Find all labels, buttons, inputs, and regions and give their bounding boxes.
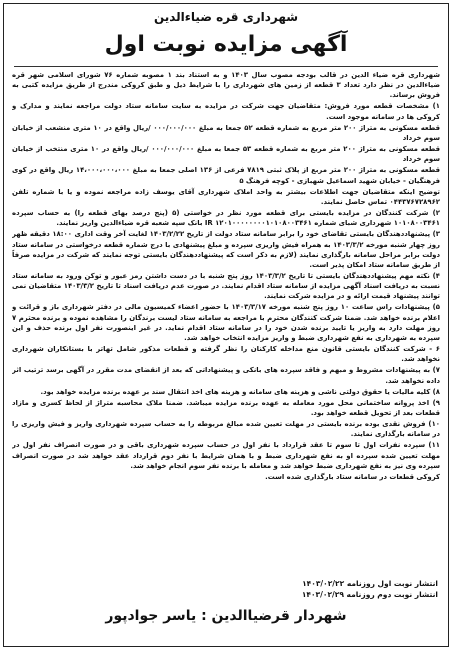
advertisement-frame [3, 3, 449, 647]
paragraph-2: ۲) شرکت کنندگان در مزایده بایستی برای قطعه مورد نظر در خواستی (۵ (پنج درصد بهای قطعه را) به حساب سپرده ۱۰۱۰۸۰۰۳۴۶۱ شهرداری شبای شماره IR ۱۲۰۱۰۰۰۰۰۰۰۰۱۰۱۰۸۰۰۳۴۶۱ بانک سپه شعبه قره ضیاءالدین واریز نمایند. [12, 209, 440, 228]
paragraph-plot-7819: قطعه مسکونی به متراژ ۲۰۰ متر مربع از پلاک ثبتی ۷۸۱۹ فرعی از ۱۳۶ اصلی جمعا به مبلغ ۱۴،۰۰۰،۰۰۰،۰۰۰ ریال واقع در کوی فرهنگیان - خیابان شهید اسماعیل شهبازی - کوچه فرهنگ ۵ [12, 166, 440, 185]
paragraph-8: ۸) کلیه مالیات یا حقوق دولتی ناشی و هزینه های سامانه و هزینه های اخذ انتقال سند بر عهده برنده مزایده خواهد بود. [40, 387, 440, 396]
paragraph-11: ۱۱) سپرده نفرات اول تا سوم تا عقد قرارداد با نفر اول در حساب سپرده شهرداری باقی و در صورت انصراف نفر اول در مهلت تعیین شده سپرده او به نفع شهرداری ضبط و با همان شرایط با نفر دوم قرارداد عقد خواهد شد در صورت انصراف سپرده وی نیز به نفع شهرداری ضبط خواهد شد و معامله با برنده نفر سوم انجام خواهد شد. [12, 441, 440, 470]
paragraph-6: ۶ - شرکت کنندگان بایستی قانون منع مداخله کارکنان را نظر گرفته و قطعات مذکور شامل تهاتر با بستانکاران شهرداری نخواهد شد. [12, 345, 440, 364]
paragraph-4: ۴) نکته مهم پیشنهاددهندگان بایستی تا تاریخ ۱۴۰۳/۳/۲ روز پنج شنبه با در دست داشتن رمز عبور و توکن ورود به سامانه ستاد نسبت به دریافت اسناد آگهی مزایده از سامانه ستاد اقدام نمایند. در صورت عدم دریافت اسناد تا تاریخ ۱۴۰۳/۳/۲ متقاضیان نمی توانند پیشنهاد قیمت ارائه و در مزایده شرکت نمایند. [12, 271, 440, 301]
paragraph-10: ۱۰) فروش نقدی بوده برنده بایستی در مهلت تعیین شده مبالغ مربوطه را به حساب سپرده شهرداری واریز و فیش واریزی را در سامانه بارگذاری نمایند. [12, 420, 440, 439]
publish-second-date: انتشار نوبت دوم روزنامه ۱۴۰۳/۰۲/۲۹ [301, 590, 438, 599]
paragraph-3: ۳) پیشنهاددهندگان بایستی تقاضای خود را برابر سامانه ستاد دولت از تاریخ ۱۴۰۳/۲/۲۲ لغایت آخر وقت اداری ۱۸:۰۰ دقیقه ظهر روز چهار شنبه مورخه ۱۴۰۳/۳/۲ به همراه فیش واریزی سپرده و مبلغ پیشنهادی با درج شماره قطعه درخواستی در سامانه ستاد دولت برابر مراحل سامانه بارگذاری نمایند (لازم به ذکر است که پیشنهاددهندگان بایستی توجه نمایند که شرکت در مزایده صرفاً از طریق سامانه ستاد امکان پذیر است. [12, 230, 440, 269]
publish-dates [302, 578, 438, 600]
paragraph-7: ۷) به پیشنهادات مشروط و مبهم و فاقد سپرده های بانکی و پیشنهاداتی که بعد از انقضای مدت مقرر در آگهی برسد ترتیب اثر داده نخواهد شد. [12, 366, 440, 385]
title-divider [14, 66, 438, 67]
organization-name: شهرداری قره ضیاءالدین [153, 10, 299, 24]
mayor-signature: شهردار قرضیاالدین : یاسر جوادپور [105, 608, 347, 624]
publish-first-date: انتشار نوبت اول روزنامه ۱۴۰۳/۰۲/۲۲ [302, 579, 438, 588]
paragraph-9: ۹) اخذ پروانه ساختمانی محل مورد معامله به عهده برنده مزایده میباشد. ضمنا ملاک محاسبه متراژ از لحاظ کسری و مازاد قطعات بعد از تحویل قطعه خواهد بود. [12, 398, 440, 417]
announcement-body [12, 70, 440, 540]
page-title: آگهی مزایده نوبت اول [104, 32, 348, 57]
paragraph-sketch-note: کروکی قطعات در سامانه ستاد بارگذاری شده است. [265, 472, 440, 481]
paragraph-1: ۱) مشخصات قطعه مورد فروش: متقاضیان جهت شرکت در مزایده به سایت سامانه ستاد دولت مراجعه نمایند و مدارک و کروکی ها در سامانه موجود است. [12, 102, 440, 121]
paragraph-contact: توضیح اینکه متقاضیان جهت اطلاعات بیشتر به واحد املاک شهرداری آقای یوسف زاده مراجعه نموده و یا با شماره تلفن ۰۴۴۳۷۶۷۲۸۹۶۲ تماس حاصل نمایند. [12, 187, 440, 206]
paragraph-plot-52: قطعه مسکونی به متراژ ۲۰۰ متر مربع به شماره قطعه ۵۲ جمعا به مبلغ ۰۰۰/۰۰۰/۰۰۰ /ریال واقع در ۱۰ متری منشعب از خیابان سوم خرداد [12, 123, 440, 142]
paragraph-intro: شهرداری قره ضیاء الدین در قالب بودجه مصوب سال ۱۴۰۳ و به استناد بند ۱ مصوبه شماره ۷۶ شورای اسلامی شهر قره ضیاءالدین در نظر دارد تعداد ۳ قطعه از زمین های شهرداری را با شرایط ذیل و طبق کروکی مندرج از طریق مزایده کتبی به فروش برساند. [12, 71, 440, 100]
paragraph-plot-53: قطعه مسکونی به متراژ ۲۰۰ متر مربع به شماره قطعه ۵۳ جمعا به مبلغ ۰۰۰/۰۰۰/۰۰۰ /ریال واقع در ۱۰ متری منتخب از خیابان سوم خرداد [12, 145, 440, 164]
paragraph-5: ۵) پیشنهادات راس ساعت ۱۰ روز پنج شنبه مورخه ۱۴۰۳/۳/۱۷ با حضور اعضاء کمیسیون مالی در دفتر شهرداری باز و قرائت و اعلام برنده خواهد شد. ضمنا شرکت کنندگان محترم با مراجعه به سامانه ستاد لیست برندگان را مشاهده نموده و برنده محترم ۷ روز مهلت دارد به واریز یا تایید برنده شدن خود را در سامانه ستاد اقدام نماید. در غیر اینصورت نفر اول برنده حذف و این سپرده به شهرداری به نفع شهرداری ضبط و واریز مزایده انتخاب خواهد شد. [12, 303, 440, 342]
